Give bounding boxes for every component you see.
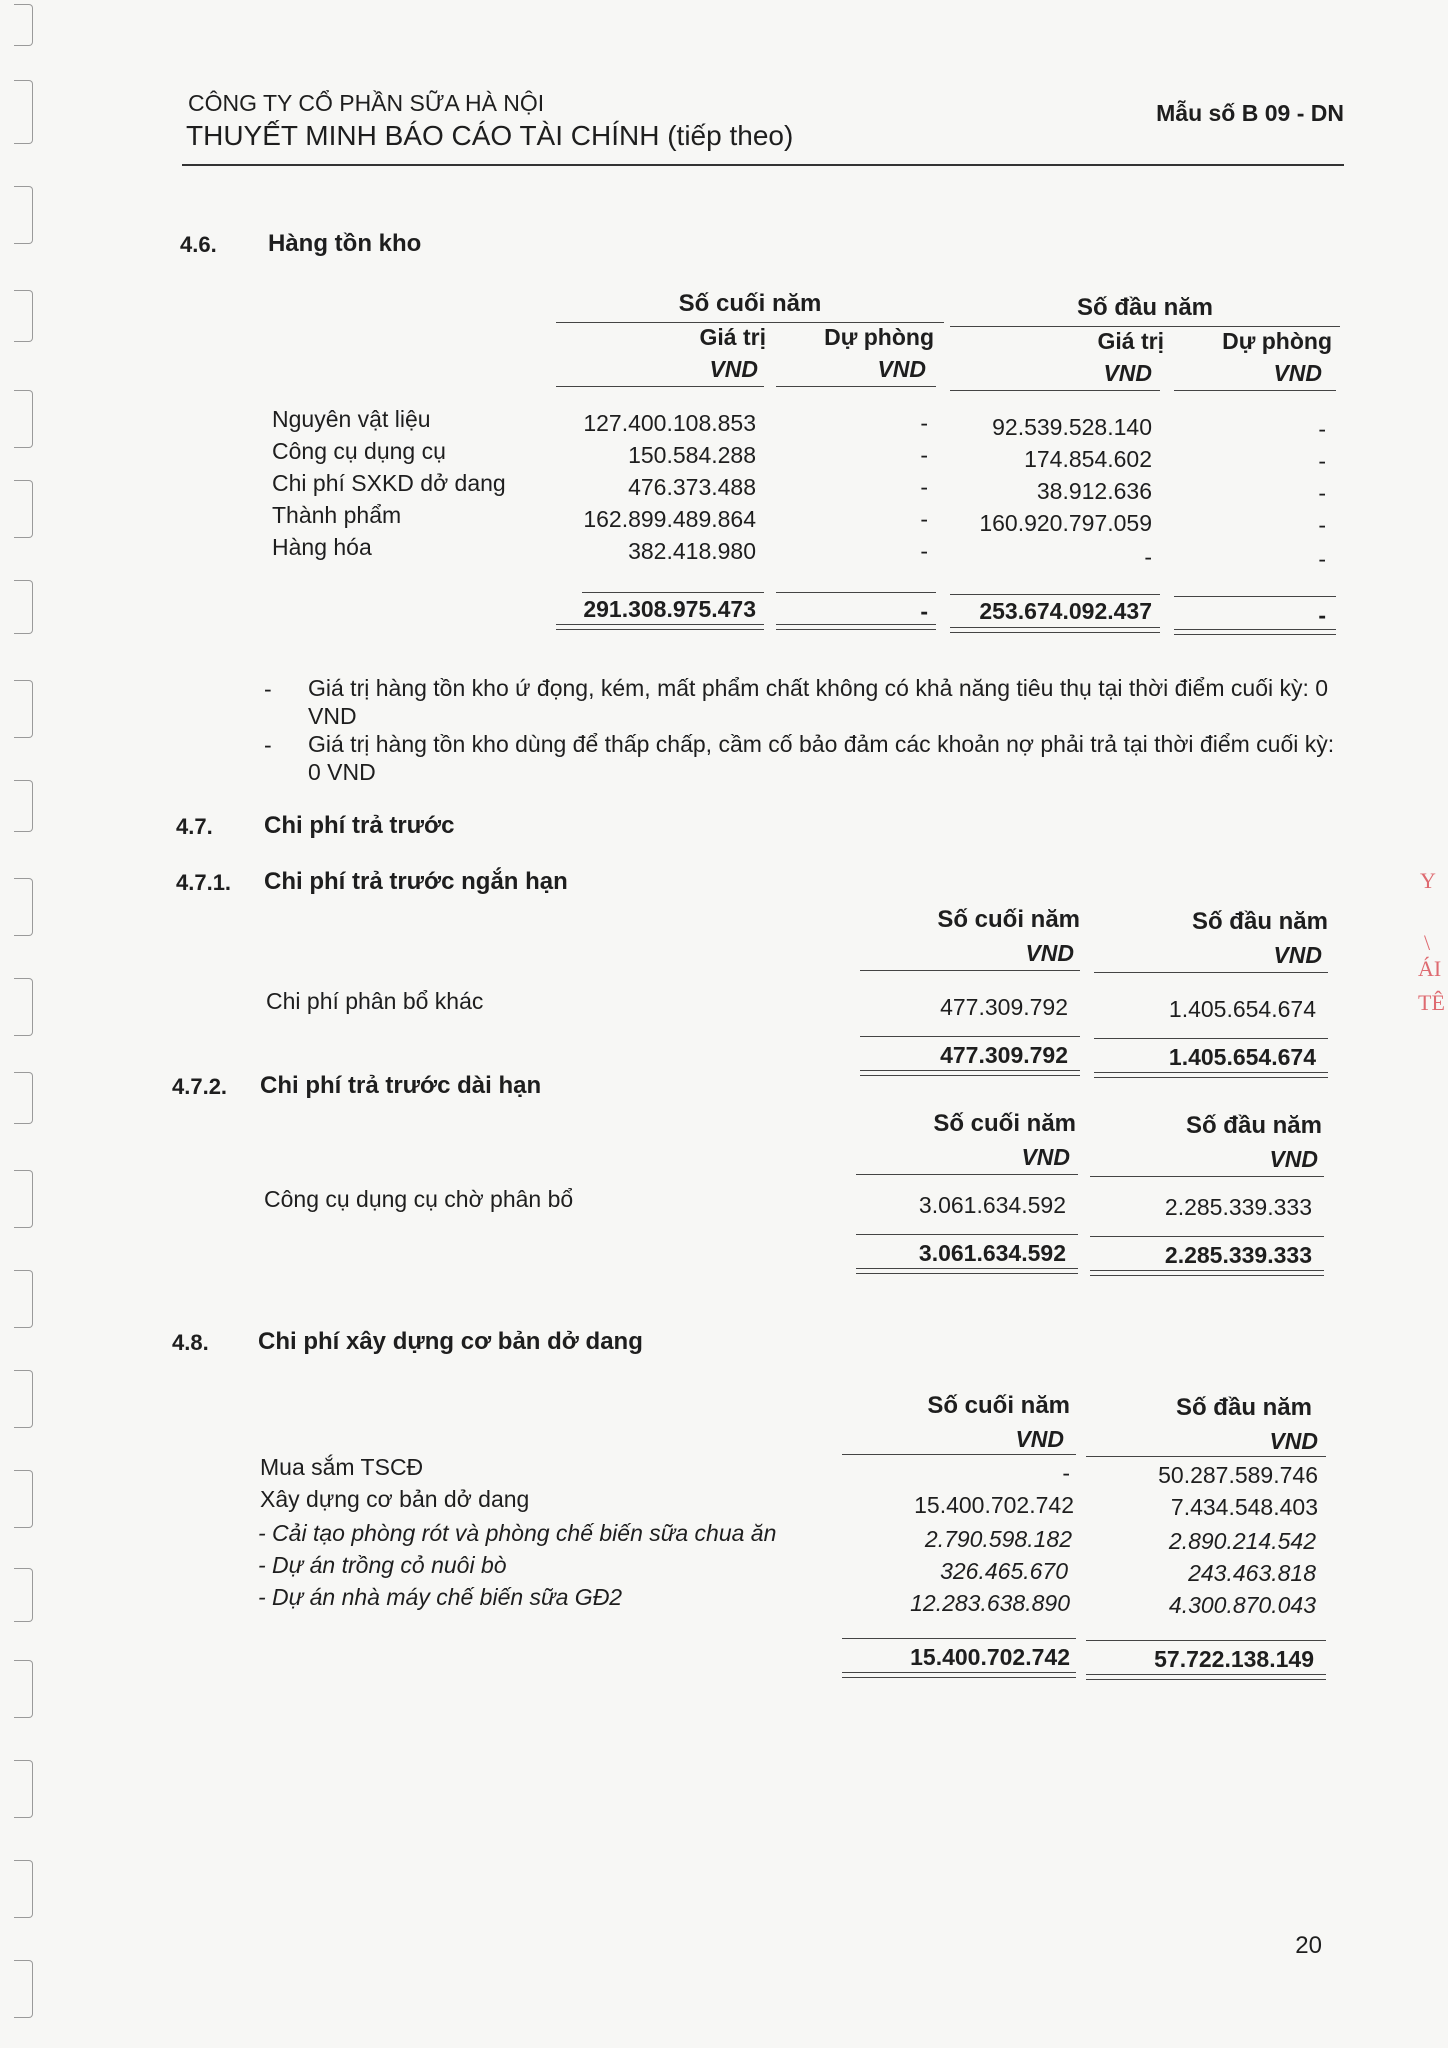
binder-mark — [14, 390, 33, 448]
binder-mark — [14, 4, 33, 46]
cell-value: 326.465.670 — [940, 1558, 1068, 1584]
cell-value: - — [1318, 416, 1326, 442]
rule — [1094, 1077, 1328, 1078]
cell-value: 477.309.792 — [940, 994, 1068, 1020]
col-unit: VND — [1025, 940, 1074, 966]
rule — [856, 1273, 1078, 1274]
col-unit: VND — [1273, 942, 1322, 968]
cell-value: - — [920, 410, 928, 436]
row-label: Công cụ dụng cụ — [272, 438, 446, 464]
cell-value: 4.300.870.043 — [1168, 1592, 1316, 1618]
cell-value: - — [1062, 1460, 1070, 1486]
stamp-fragment: TÊ — [1418, 990, 1445, 1015]
rule — [1086, 1679, 1326, 1680]
company-name: CÔNG TY CỔ PHẦN SỮA HÀ NỘI — [188, 90, 545, 116]
rule — [556, 624, 764, 625]
col-unit: VND — [709, 356, 758, 382]
cell-value: 12.283.638.890 — [910, 1590, 1070, 1616]
row-label: Hàng hóa — [272, 534, 372, 560]
binder-mark — [14, 1960, 33, 2018]
note-text: Giá trị hàng tồn kho dùng để thấp chấp, cầm cố bảo đảm các khoản nợ phải trả tại thời điểm cuối kỳ: 0 VND — [308, 731, 1335, 785]
cell-value: 50.287.589.746 — [1158, 1462, 1318, 1488]
col-header: Dự phòng — [824, 324, 934, 350]
binder-mark — [14, 1170, 33, 1228]
col-unit: VND — [1015, 1426, 1064, 1452]
row-label: Mua sắm TSCĐ — [260, 1454, 424, 1480]
section-title: Chi phí trả trước ngắn hạn — [264, 868, 568, 895]
bullet: - — [264, 676, 272, 702]
col-unit: VND — [1021, 1144, 1070, 1170]
col-header: Giá trị — [1097, 328, 1164, 354]
rule — [950, 326, 1340, 327]
cell-value: 127.400.108.853 — [583, 410, 756, 436]
binder-mark — [14, 1760, 33, 1818]
col-unit: VND — [877, 356, 926, 382]
form-number: Mẫu số B 09 - DN — [1156, 100, 1344, 126]
bullet: - — [264, 732, 272, 758]
section-number: 4.7. — [176, 814, 213, 839]
rule — [856, 1234, 1078, 1235]
binder-mark — [14, 1660, 33, 1718]
section-title: Chi phí trả trước dài hạn — [260, 1072, 542, 1099]
cell-value: 174.854.602 — [1024, 446, 1152, 472]
row-label: - Dự án nhà máy chế biến sữa GĐ2 — [258, 1584, 623, 1610]
col-header: Số cuối năm — [933, 1110, 1076, 1137]
binder-mark — [14, 80, 33, 144]
total-value: 57.722.138.149 — [1154, 1646, 1314, 1672]
rule — [776, 629, 936, 630]
cell-value: 38.912.636 — [1036, 478, 1152, 504]
rule — [856, 1268, 1078, 1269]
col-header: Dự phòng — [1222, 328, 1332, 354]
binder-mark — [14, 1072, 33, 1124]
col-header: Số đầu năm — [1191, 908, 1328, 935]
total-value: 253.674.092.437 — [979, 598, 1152, 624]
cell-value: 2.890.214.542 — [1168, 1528, 1316, 1554]
stamp-fragment: ÁI — [1418, 956, 1442, 981]
rule — [950, 632, 1160, 633]
rule — [1094, 1038, 1328, 1039]
binder-mark — [14, 480, 33, 538]
rule — [1090, 1270, 1324, 1271]
rule — [860, 970, 1080, 971]
rule — [950, 627, 1160, 628]
col-header: Số đầu năm — [1185, 1112, 1322, 1139]
page-number: 20 — [1295, 1932, 1322, 1959]
stamp-fragment: \ — [1424, 930, 1431, 955]
rule — [860, 1036, 1080, 1037]
rule — [1174, 634, 1336, 635]
row-label: Chi phí phân bổ khác — [266, 988, 484, 1014]
binder-mark — [14, 1568, 33, 1622]
binder-mark — [14, 780, 33, 832]
rule — [776, 386, 936, 387]
cell-value: - — [1318, 448, 1326, 474]
rule — [1094, 1072, 1328, 1073]
rule — [860, 1070, 1080, 1071]
col-unit: VND — [1103, 360, 1152, 386]
cell-value: - — [920, 538, 928, 564]
col-unit: VND — [1273, 360, 1322, 386]
cell-value: - — [1318, 512, 1326, 538]
binder-mark — [14, 1470, 33, 1528]
rule — [860, 1075, 1080, 1076]
row-label: Xây dựng cơ bản dở dang — [260, 1486, 530, 1512]
cell-value: 243.463.818 — [1188, 1560, 1316, 1586]
cell-value: 1.405.654.674 — [1168, 996, 1316, 1022]
total-value: 3.061.634.592 — [918, 1240, 1066, 1266]
rule — [1086, 1674, 1326, 1675]
rule — [842, 1672, 1076, 1673]
section-title: Chi phí trả trước — [264, 812, 455, 839]
section-title: Chi phí xây dựng cơ bản dở dang — [258, 1328, 643, 1355]
col-header: Số cuối năm — [937, 906, 1080, 933]
rule — [842, 1638, 1076, 1639]
row-label: - Cải tạo phòng rót và phòng chế biến sữa chua ăn — [258, 1520, 777, 1546]
note-text: Giá trị hàng tồn kho ứ đọng, kém, mất phẩm chất không có khả năng tiêu thụ tại thời điểm cuối kỳ: 0 VND — [308, 675, 1329, 729]
binder-mark — [14, 1860, 33, 1918]
section-title: Hàng tồn kho — [268, 230, 422, 257]
cell-value: - — [1318, 546, 1326, 572]
binder-mark — [14, 978, 33, 1036]
col-unit: VND — [1269, 1146, 1318, 1172]
total-value: 1.405.654.674 — [1168, 1044, 1316, 1070]
cell-value: 15.400.702.742 — [914, 1492, 1074, 1518]
rule — [556, 386, 764, 387]
binder-mark — [14, 680, 33, 738]
cell-value: 7.434.548.403 — [1170, 1494, 1318, 1520]
row-label: Công cụ dụng cụ chờ phân bổ — [264, 1186, 574, 1212]
header-rule — [182, 164, 1344, 166]
col-header: Giá trị — [699, 324, 766, 350]
rule — [856, 1174, 1078, 1175]
rule — [1094, 972, 1328, 973]
cell-value: 160.920.797.059 — [979, 510, 1152, 536]
rule — [1086, 1640, 1326, 1641]
cell-value: - — [920, 442, 928, 468]
section-number: 4.6. — [180, 232, 217, 257]
rule — [1090, 1236, 1324, 1237]
binder-mark — [14, 1270, 33, 1328]
col-header: Số đầu năm — [1175, 1394, 1312, 1421]
cell-value: - — [1318, 480, 1326, 506]
section-number: 4.7.1. — [176, 870, 232, 895]
col-header: Số cuối năm — [927, 1392, 1070, 1419]
total-value: 477.309.792 — [940, 1042, 1068, 1068]
cell-value: 3.061.634.592 — [918, 1192, 1066, 1218]
rule — [1174, 596, 1336, 597]
cell-value: 382.418.980 — [628, 538, 756, 564]
row-label: - Dự án trồng cỏ nuôi bò — [258, 1552, 507, 1578]
stamp-fragment: Y — [1420, 868, 1436, 893]
cell-value: - — [920, 474, 928, 500]
total-value: - — [920, 598, 928, 624]
section-number: 4.8. — [172, 1330, 209, 1355]
rule — [1174, 390, 1336, 391]
rule — [776, 592, 936, 593]
cell-value: 92.539.528.140 — [992, 414, 1152, 440]
rule — [842, 1454, 1076, 1455]
report-title: THUYẾT MINH BÁO CÁO TÀI CHÍNH (tiếp theo) — [186, 120, 794, 151]
cell-value: 476.373.488 — [628, 474, 756, 500]
total-value: 15.400.702.742 — [910, 1644, 1070, 1670]
section-number: 4.7.2. — [172, 1074, 228, 1099]
row-label: Chi phí SXKD dở dang — [272, 470, 506, 496]
rule — [1174, 629, 1336, 630]
row-label: Nguyên vật liệu — [272, 406, 431, 432]
col-group-end: Số cuối năm — [678, 290, 822, 317]
total-value: - — [1318, 602, 1326, 628]
cell-value: 2.285.339.333 — [1164, 1194, 1312, 1220]
col-group-begin: Số đầu năm — [1076, 294, 1214, 321]
cell-value: - — [1144, 544, 1152, 570]
total-value: 2.285.339.333 — [1164, 1242, 1312, 1268]
binder-mark — [14, 290, 33, 342]
total-value: 291.308.975.473 — [583, 596, 756, 622]
rule — [950, 390, 1160, 391]
rule — [950, 594, 1160, 595]
binder-mark — [14, 878, 33, 936]
cell-value: - — [920, 506, 928, 532]
binder-mark — [14, 580, 33, 634]
rule — [1090, 1176, 1324, 1177]
rule — [1086, 1456, 1326, 1457]
rule — [556, 629, 764, 630]
cell-value: 150.584.288 — [628, 442, 756, 468]
rule — [582, 592, 764, 593]
rule — [842, 1677, 1076, 1678]
rule — [556, 322, 944, 323]
cell-value: 162.899.489.864 — [583, 506, 756, 532]
rule — [1090, 1275, 1324, 1276]
rule — [776, 624, 936, 625]
binder-mark — [14, 186, 33, 244]
cell-value: 2.790.598.182 — [924, 1526, 1072, 1552]
row-label: Thành phẩm — [272, 502, 402, 528]
col-unit: VND — [1269, 1428, 1318, 1454]
binder-mark — [14, 1370, 33, 1428]
